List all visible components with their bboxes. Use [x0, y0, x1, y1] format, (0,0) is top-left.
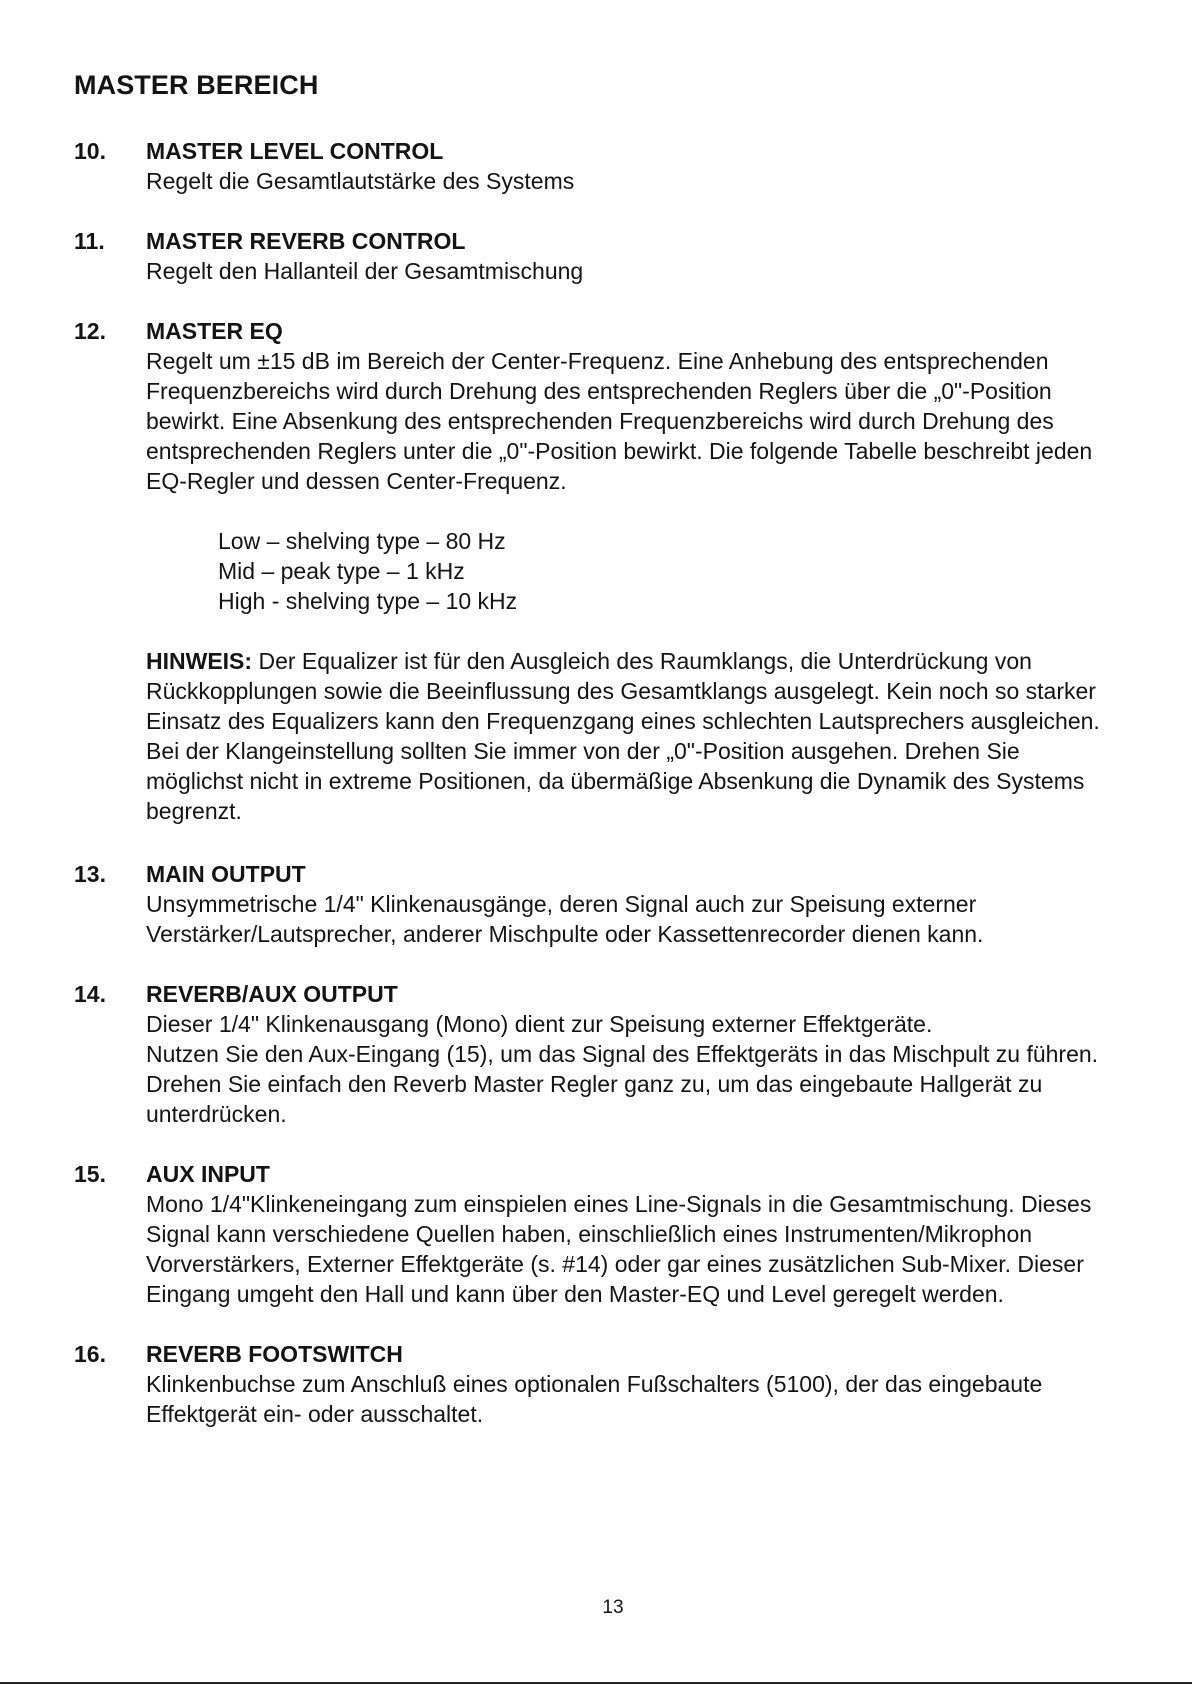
section-heading: MASTER LEVEL CONTROL [146, 138, 444, 164]
bottom-divider [0, 1682, 1192, 1684]
section-body [146, 859, 1156, 949]
text-line: Klinkenbuchse zum Anschluß eines optionalen Fußschalters (5100), der das eingebaute [146, 1371, 1043, 1397]
text-line: Regelt um ±15 dB im Bereich der Center-Frequenz. Eine Anhebung des entsprechenden [146, 348, 1049, 374]
text-line: bewirkt. Eine Absenkung des entsprechenden Frequenzbereichs wird durch Drehung des [146, 408, 1054, 434]
text-line: unterdrücken. [146, 1101, 287, 1127]
section-body [146, 1159, 1156, 1309]
section-number: 11. [74, 228, 105, 254]
section-heading: MAIN OUTPUT [146, 861, 306, 887]
note-text: Der Equalizer ist für den Ausgleich des Raumklangs, die Unterdrückung von [252, 648, 1032, 674]
text-line: Eingang umgeht den Hall und kann über den Master-EQ und Level geregelt werden. [146, 1281, 1004, 1307]
text-line: Dieser 1/4" Klinkenausgang (Mono) dient zur Speisung externer Effektgeräte. [146, 1011, 933, 1037]
section-body [146, 316, 1156, 826]
text-line: Frequenzbereichs wird durch Drehung des entsprechenden Reglers über die „0"-Position [146, 378, 1052, 404]
note-text: begrenzt. [146, 798, 242, 824]
text-line: Unsymmetrische 1/4" Klinkenausgänge, deren Signal auch zur Speisung externer [146, 891, 977, 917]
section-number: 14. [74, 981, 106, 1007]
text-line: Regelt den Hallanteil der Gesamtmischung [146, 258, 584, 284]
note-text: Rückkopplungen sowie die Beeinflussung des Gesamtklangs ausgelegt. Kein noch so starker [146, 678, 1096, 704]
text-line: Effektgerät ein- oder ausschaltet. [146, 1401, 484, 1427]
section-heading: AUX INPUT [146, 1161, 270, 1187]
section-heading: REVERB/AUX OUTPUT [146, 981, 398, 1007]
page-title: MASTER BEREICH [74, 70, 319, 100]
note-text: möglichst nicht in extreme Positionen, da übermäßige Absenkung die Dynamik des Systems [146, 768, 1085, 794]
section-heading: MASTER EQ [146, 318, 283, 344]
section-number: 13. [74, 861, 106, 887]
text-line: Nutzen Sie den Aux-Eingang (15), um das Signal des Effektgeräts in das Mischpult zu führen. [146, 1041, 1099, 1067]
text-line: Mono 1/4"Klinkeneingang zum einspielen eines Line-Signals in die Gesamtmischung. Dieses [146, 1191, 1092, 1217]
note-label: HINWEIS: [146, 648, 253, 674]
section-heading: REVERB FOOTSWITCH [146, 1341, 403, 1367]
text-line: Regelt die Gesamtlautstärke des Systems [146, 168, 575, 194]
text-line: Signal kann verschiedene Quellen haben, einschließlich eines Instrumenten/Mikrophon [146, 1221, 1033, 1247]
eq-band-high: High - shelving type – 10 kHz [218, 588, 518, 614]
note-block [146, 646, 1156, 826]
text-line: Drehen Sie einfach den Reverb Master Regler ganz zu, um das eingebaute Hallgerät zu [146, 1071, 1043, 1097]
text-line: entsprechenden Reglers unter die „0"-Position bewirkt. Die folgende Tabelle beschreibt jeden [146, 438, 1093, 464]
section-body [146, 226, 1156, 286]
section-heading: MASTER REVERB CONTROL [146, 228, 466, 254]
eq-band-low: Low – shelving type – 80 Hz [218, 528, 506, 554]
note-text: Bei der Klangeinstellung sollten Sie immer von der „0"-Position ausgehen. Drehen Sie [146, 738, 1020, 764]
section-number: 12. [74, 318, 106, 344]
section-body [146, 979, 1156, 1129]
text-line: Vorverstärkers, Externer Effektgeräte (s. #14) oder gar eines zusätzlichen Sub-Mixer. Dieser [146, 1251, 1084, 1277]
eq-band-mid: Mid – peak type – 1 kHz [218, 558, 465, 584]
text-line: EQ-Regler und dessen Center-Frequenz. [146, 468, 567, 494]
section-number: 15. [74, 1161, 106, 1187]
section-body [146, 136, 1156, 196]
section-body [146, 1339, 1156, 1429]
section-number: 16. [74, 1341, 106, 1367]
page-number: 13 [602, 1597, 624, 1618]
eq-band-list [218, 526, 1156, 616]
section-number: 10. [74, 138, 106, 164]
note-text: Einsatz des Equalizers kann den Frequenzgang eines schlechten Lautsprechers ausgleichen. [146, 708, 1100, 734]
text-line: Verstärker/Lautsprecher, anderer Mischpulte oder Kassettenrecorder dienen kann. [146, 921, 984, 947]
